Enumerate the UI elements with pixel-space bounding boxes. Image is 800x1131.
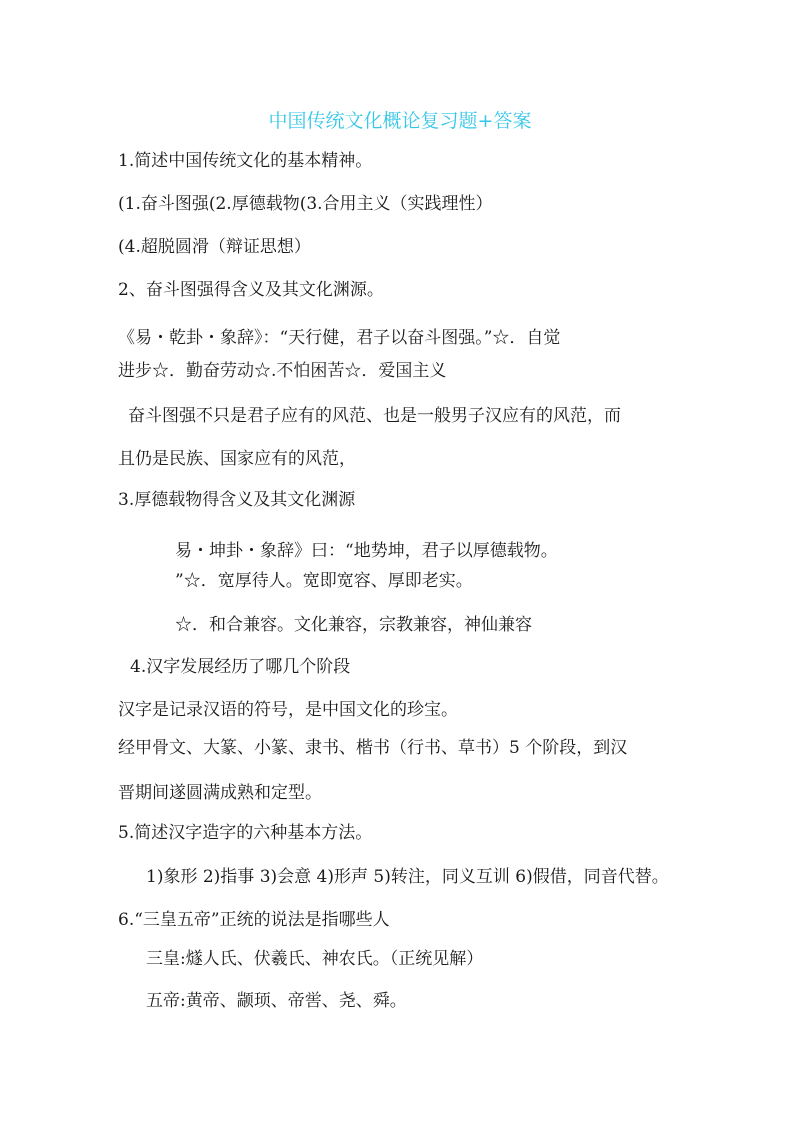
answer-5-line-1: 1)象形 2)指事 3)会意 4)形声 5)转注，同义互训 6)假借，同音代替。 [146, 867, 669, 887]
answer-2-quote-line-1: 《易・乾卦・象辞》：“天行健，君子以奋斗图强。”☆．自觉 [118, 328, 561, 348]
answer-3-line-1: 易・坤卦・象辞》曰：“地势坤，君子以厚德载物。 [175, 541, 558, 561]
answer-3-line-2: ”☆．宽厚待人。宽即宽容、厚即老实。 [175, 571, 473, 591]
answer-6-line-1: 三皇:燧人氏、伏羲氏、神农氏。（正统见解） [146, 949, 484, 969]
answer-1-line-1: (1.奋斗图强(2.厚德载物(3.合用主义（实践理性） [118, 194, 493, 214]
answer-4-line-2: 经甲骨文、大篆、小篆、隶书、楷书（行书、草书）5 个阶段，到汉 [118, 738, 628, 758]
answer-2-quote-line-2: 进步☆．勤奋劳动☆.不怕困苦☆．爱国主义 [118, 361, 447, 381]
answer-4-line-1: 汉字是记录汉语的符号，是中国文化的珍宝。 [118, 700, 458, 720]
question-4-heading: 4.汉字发展经历了哪几个阶段 [130, 657, 351, 677]
answer-2-paragraph-line-1: 奋斗图强不只是君子应有的风范、也是一般男子汉应有的风范，而 [128, 406, 621, 426]
document-title: 中国传统文化概论复习题+答案 [268, 110, 532, 132]
question-3-heading: 3.厚德载物得含义及其文化渊源 [118, 490, 356, 510]
answer-1-line-2: (4.超脱圆滑（辩证思想） [118, 237, 311, 257]
answer-4-line-3: 晋期间遂圆满成熟和定型。 [118, 783, 322, 803]
answer-6-line-2: 五帝:黄帝、颛顼、帝喾、尧、舜。 [146, 991, 407, 1011]
question-1-heading: 1.简述中国传统文化的基本精神。 [118, 151, 373, 171]
answer-3-line-3: ☆．和合兼容。文化兼容，宗教兼容，神仙兼容 [175, 615, 532, 635]
question-5-heading: 5.简述汉字造字的六种基本方法。 [118, 823, 373, 843]
question-2-heading: 2、奋斗图强得含义及其文化渊源。 [118, 280, 384, 300]
answer-2-paragraph-line-2: 且仍是民族、国家应有的风范， [118, 449, 356, 469]
question-6-heading: 6.“三皇五帝”正统的说法是指哪些人 [118, 910, 390, 930]
